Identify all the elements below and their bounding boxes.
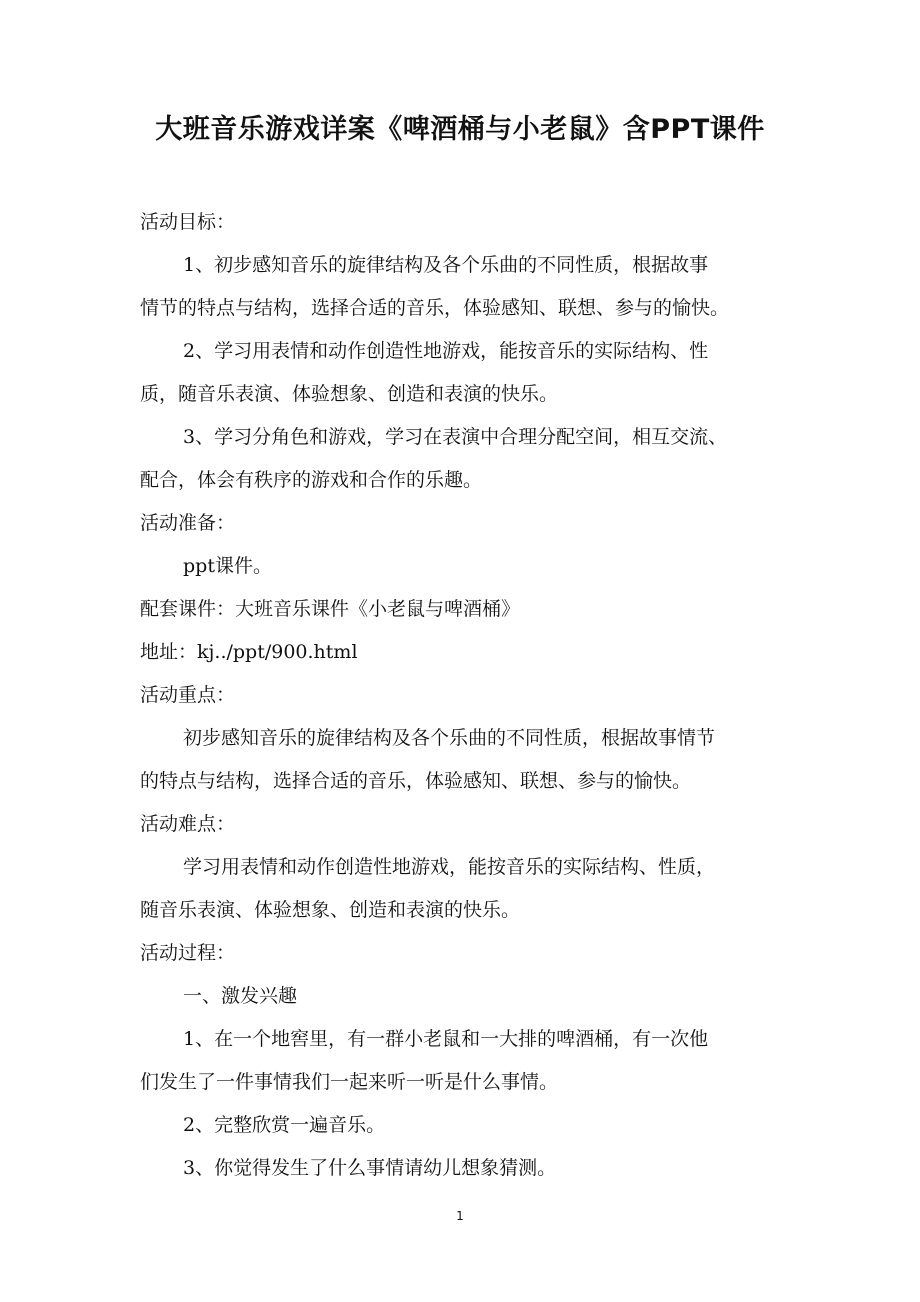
- heading-key-points: 活动重点：: [140, 684, 236, 706]
- paragraph-line: 的特点与结构，选择合适的音乐，体验感知、联想、参与的愉快。: [140, 770, 692, 792]
- paragraph-line: 们发生了一件事情我们一起来听一听是什么事情。: [140, 1071, 559, 1093]
- document-title: 大班音乐游戏详案《啤酒桶与小老鼠》含PPT课件: [155, 114, 765, 145]
- page-number: 1: [456, 1209, 464, 1223]
- paragraph-line: 1、在一个地窖里，有一群小老鼠和一大排的啤酒桶，有一次他: [183, 1028, 709, 1050]
- section-heading: 一、激发兴趣: [183, 985, 298, 1007]
- paragraph-line: 2、学习用表情和动作创造性地游戏，能按音乐的实际结构、性: [183, 340, 709, 362]
- courseware-line: 配套课件：大班音乐课件《小老鼠与啤酒桶》: [140, 598, 521, 620]
- paragraph-line: 3、你觉得发生了什么事情请幼儿想象猜测。: [183, 1157, 557, 1179]
- paragraph-line: 情节的特点与结构，选择合适的音乐，体验感知、联想、参与的愉快。: [140, 297, 730, 319]
- paragraph-line: 1、初步感知音乐的旋律结构及各个乐曲的不同性质，根据故事: [183, 254, 709, 276]
- paragraph-line: 随音乐表演、体验想象、创造和表演的快乐。: [140, 899, 521, 921]
- heading-objectives: 活动目标：: [140, 211, 236, 233]
- heading-process: 活动过程：: [140, 942, 236, 964]
- paragraph-line: 2、完整欣赏一遍音乐。: [183, 1114, 386, 1136]
- paragraph-line: 配合，体会有秩序的游戏和合作的乐趣。: [140, 469, 483, 491]
- paragraph-line: 学习用表情和动作创造性地游戏，能按音乐的实际结构、性质，: [183, 856, 716, 878]
- paragraph-line: 3、学习分角色和游戏，学习在表演中合理分配空间，相互交流、: [183, 426, 728, 448]
- paragraph-line: ppt课件。: [183, 555, 272, 577]
- document-body: [140, 201, 790, 1190]
- address-line: 地址：kj../ppt/900.html: [140, 641, 358, 663]
- paragraph-line: 质，随音乐表演、体验想象、创造和表演的快乐。: [140, 383, 559, 405]
- heading-preparation: 活动准备：: [140, 512, 236, 534]
- heading-difficulties: 活动难点：: [140, 813, 236, 835]
- paragraph-line: 初步感知音乐的旋律结构及各个乐曲的不同性质，根据故事情节: [183, 727, 716, 749]
